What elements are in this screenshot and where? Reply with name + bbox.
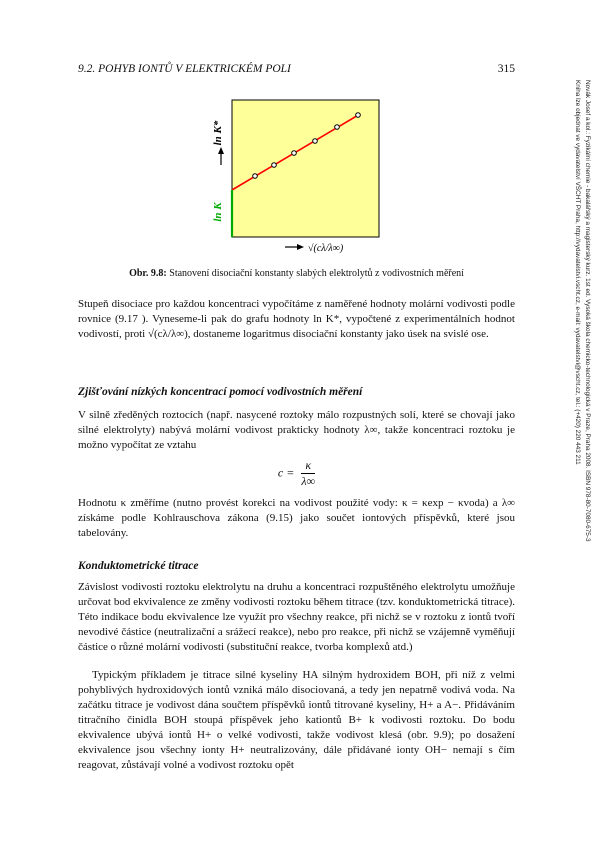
data-point [313,139,318,144]
paragraph-dissociation [78,297,515,342]
copyright-sidebar [558,80,592,680]
formula-lhs: c = [277,465,295,480]
y-arrow-head [218,147,224,154]
page-number: 315 [497,63,515,75]
sidebar-text [558,80,592,680]
running-title: 9.2. POHYB IONTŮ V ELEKTRICKÉM POLI [78,63,291,75]
formula-numerator: κ [301,458,315,474]
paragraph-conductometry [78,580,515,655]
formula-fraction [301,458,315,489]
data-point [356,113,361,118]
plot-area [232,100,379,237]
x-axis-label: √(cλ/λ∞) [308,243,344,254]
section-heading-low-concentrations: Zjišťování nízkých koncentrací pomocí vodivostních měření [78,386,363,398]
paragraph-text: V silně zředěných roztocích (např. nasycené roztoky málo rozpustných solí, které se chovají jako silné elektrolyty) nabývá molární vodivost prakticky hodnoty λ∞, takže koncentraci roztoku je možno vypočítat ze vztahu [78,409,515,451]
y-axis-label: ln K* [212,120,224,146]
figure-svg [150,85,450,255]
intercept-label: ln K [212,202,224,222]
paragraph-text: Závislost vodivosti roztoku elektrolytu na druhu a koncentraci rozpuštěného elektrolytu umožňuje určovat bod ekvivalence ze změny vodivosti roztoku během titrace (tzv. konduktometrická titrace). Této indikace bodu ekvivalence lze využít pro všechny reakce, při nichž se v roztoku z iontů tvoří nevodivé částice (neutralizační a srážecí reakce), nebo pro reakce, při nichž se vzájemně vyměňují částice o různé molární vodivosti (substituční reakce, tvorba komplexů atd.) [78,581,515,653]
data-point [272,163,277,168]
sidebar-line-1: Novák Josef a kol.: Fyzikální chemie - bakalářský a magisterský kurz. 1st ed. Vysoká škola chemicko-technologická v Praze, Praha 2008. ISBN 978-80-7080-675-3 [584,80,591,542]
caption-label: Obr. 9.8: [129,268,167,279]
paragraph-titration-example [78,668,515,773]
x-arrow-head [297,244,304,250]
paragraph-text: Typickým příkladem je titrace silné kyseliny HA silným hydroxidem BOH, při níž z velmi pohyblivých hydroxidových iontů vzniká málo disociovaná, a tedy jen nepatrně vodivá voda. Na začátku titrace je vodivost dána součtem příspěvků iontů titrované kyseliny, H+ a A−. Přidáváním titračního činidla BOH stoupá příspěvek jeho kationtů B+ k vodivosti roztoku. Do bodu ekvivalence ubývá iontů H+ o velké vodivosti, takže vodivost klesá (obr. 9.9); po dosažení ekvivalence jsou všechny ionty H+ neutralizovány, dále přidávané ionty OH− nemají s čím reagovat, zůstávají volné a vodivost roztoku opět [78,669,515,771]
caption-text: Stanovení disociační konstanty slabých elektrolytů z vodivostních měření [169,268,464,279]
paragraph-dilute-solutions [78,408,515,453]
formula-denominator: λ∞ [301,474,316,488]
data-point [253,174,258,179]
paragraph-kappa-correction [78,496,515,541]
running-header [78,63,515,81]
data-point [335,125,340,130]
sidebar-line-2: Kniha lze objednat ve vydavatelství VŠCHT Praha, http://vydavatelstvi.vscht.cz, e-mail: vydavatelstvi@vscht.cz, tel.: (+420) 220 443 211 [574,80,581,465]
section-heading-conductometric-titration: Konduktometrické titrace [78,560,199,572]
formula-concentration [78,458,515,489]
data-point [292,151,297,156]
figure-plot [150,85,450,255]
paragraph-text: Stupeň disociace pro každou koncentraci vypočítáme z naměřené hodnoty molární vodivosti podle rovnice (9.17 ). Vyneseme-li pak do grafu hodnoty ln K*, vypočtené z experimentálních hodnot vodivostí, proti √(cλ/λ∞), dostaneme logaritmus disociační konstanty jako úsek na svislé ose. [78,298,515,340]
paragraph-text: Hodnotu κ změříme (nutno provést korekci na vodivost použité vody: κ = κexp − κvoda) a λ∞ získáme podle Kohlrauschova zákona (9.15) jako součet iontových příspěvků, které jsou tabelovány. [78,497,515,539]
figure-caption [78,268,515,279]
